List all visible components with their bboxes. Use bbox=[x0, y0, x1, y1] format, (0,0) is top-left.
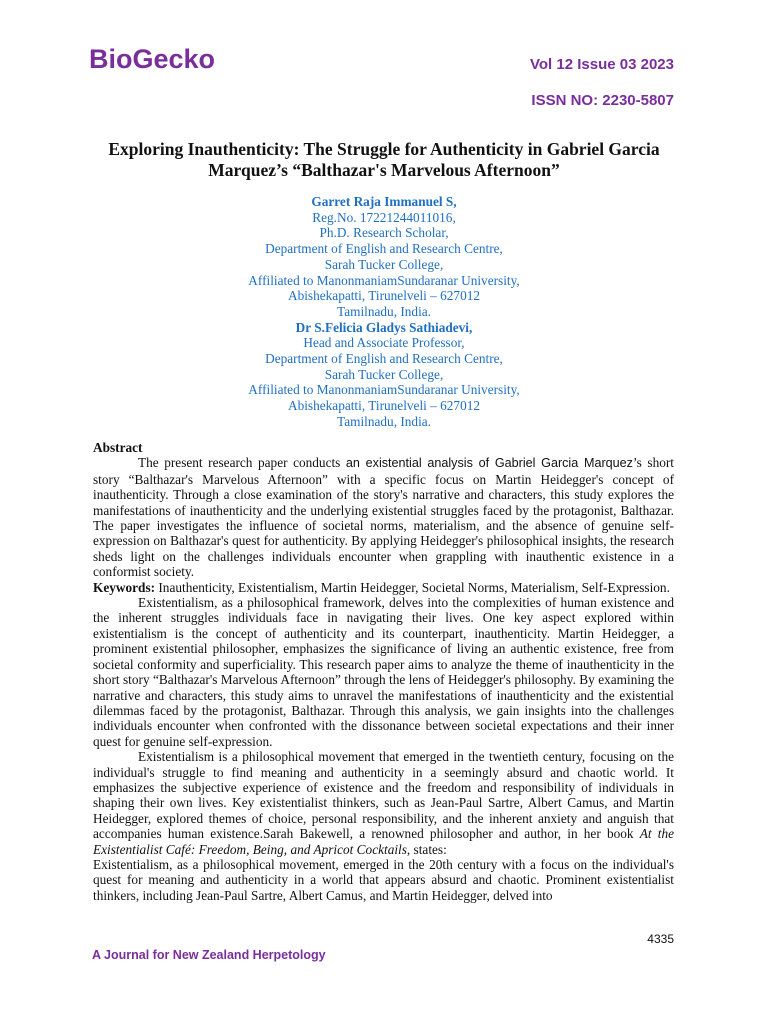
paper-body bbox=[93, 440, 674, 903]
author-1-line: Sarah Tucker College, bbox=[324, 256, 444, 272]
keywords-text: Inauthenticity, Existentialism, Martin Heidegger, Societal Norms, Materialism, Self-Expression. bbox=[155, 579, 670, 595]
author-1-line: Tamilnadu, India. bbox=[337, 303, 431, 319]
keywords-label: Keywords: bbox=[93, 579, 156, 595]
paper-title bbox=[90, 139, 678, 181]
author-2-line: Abishekapatti, Tirunelveli – 627012 bbox=[287, 398, 481, 414]
author-2-line: Tamilnadu, India. bbox=[337, 413, 431, 429]
abstract-heading: Abstract bbox=[93, 440, 143, 455]
abstract-highlight: an existential analysis of Gabriel Garcia Marquez bbox=[345, 456, 633, 471]
title-line-2: Marquez’s “Balthazar's Marvelous Afternoon” bbox=[208, 160, 560, 180]
book-title: At the Existentialist Café: Freedom, Being, and Apricot Cocktails bbox=[93, 826, 675, 857]
issn-number: ISSN NO: 2230-5807 bbox=[531, 92, 674, 109]
paragraph-2-text-a: Existentialism is a philosophical movement that emerged in the twentieth century, focusing on the individual's struggle to find meaning and authenticity in a seemingly absurd and chaotic world. It emphasizes the subjective experience of existence and the freedom and responsibility of individuals in shaping their own lives. Key existentialist thinkers, such as Jean-Paul Sartre, Albert Camus, and Martin Heidegger, explored themes of choice, personal responsibility, and the inherent anxiety and anguish that accompanies human existence.Sarah Bakewell, a renowned philosopher and author, in her book bbox=[93, 749, 674, 842]
keywords-paragraph bbox=[93, 580, 674, 595]
abstract-text-b: ’s short story “Balthazar's Marvelous Afternoon” with a specific focus on Martin Heidegger's concept of inauthenticity. Through a close examination of the story's narrative and characters, this study explores the manifestations of inauthenticity and the underlying existential struggles faced by the protagonist, Balthazar. The paper investigates the influence of societal norms, materialism, and the absence of genuine self-expression on Balthazar's quest for authenticity. By applying Heidegger's philosophical insights, the research sheds light on the challenges individuals encounter when grappling with inauthentic existence in a conformist society. bbox=[93, 455, 674, 580]
volume-issue: Vol 12 Issue 03 2023 bbox=[530, 56, 674, 73]
author-2-line: Department of English and Research Centre, bbox=[265, 351, 503, 367]
title-line-1: Exploring Inauthenticity: The Struggle for Authenticity in Gabriel Garcia bbox=[108, 139, 660, 159]
page-number: 4335 bbox=[647, 932, 674, 946]
journal-footer: A Journal for New Zealand Herpetology bbox=[92, 948, 326, 962]
author-2-line: Head and Associate Professor, bbox=[303, 335, 465, 351]
author-1-line: Ph.D. Research Scholar, bbox=[319, 225, 449, 241]
paragraph-2-text-b: , states: bbox=[406, 841, 447, 857]
block-quote: Existentialism, as a philosophical movement, emerged in the 20th century with a focus on the individual's quest for meaning and authenticity in a world that appears absurd and chaotic. Prominent existentialist thinkers, including Jean-Paul Sartre, Albert Camus, and Martin Heidegger, delved into bbox=[93, 856, 674, 903]
author-1-line: Affiliated to ManonmaniamSundaranar University, bbox=[248, 272, 520, 288]
author-1-line: Department of English and Research Centre, bbox=[265, 241, 503, 257]
author-name-2: Dr S.Felicia Gladys Sathiadevi, bbox=[295, 319, 473, 335]
journal-brand: BioGecko bbox=[89, 44, 216, 74]
body-paragraph-1: Existentialism, as a philosophical framework, delves into the complexities of human existence and the inherent struggles individuals face in navigating their lives. One key aspect explored within existentialism is the concept of authenticity and its counterpart, inauthenticity. Martin Heidegger, a prominent existential philosopher, emphasizes the significance of living an authentic existence, free from societal conformity and superficiality. This research paper aims to analyze the theme of inauthenticity in the short story “Balthazar's Marvelous Afternoon” through the lens of Heidegger's philosophy. By examining the narrative and characters, this study aims to unravel the manifestations of inauthenticity and the existential dilemmas faced by the protagonist, Balthazar. Through this analysis, we gain insights into the challenges individuals encounter when confronted with the dissonance between societal expectations and their inner quest for genuine self-expression. bbox=[93, 595, 674, 749]
body-paragraph-2 bbox=[93, 749, 674, 857]
author-1-line: Reg.No. 17221244011016, bbox=[312, 209, 456, 225]
author-1-line: Abishekapatti, Tirunelveli – 627012 bbox=[287, 288, 481, 304]
author-2-line: Sarah Tucker College, bbox=[324, 366, 444, 382]
abstract-paragraph bbox=[93, 455, 674, 579]
author-name-1: Garret Raja Immanuel S, bbox=[311, 194, 457, 209]
abstract-text-a: The present research paper conducts bbox=[138, 455, 346, 471]
author-2-line: Affiliated to ManonmaniamSundaranar University, bbox=[248, 382, 520, 398]
author-block bbox=[90, 194, 678, 430]
